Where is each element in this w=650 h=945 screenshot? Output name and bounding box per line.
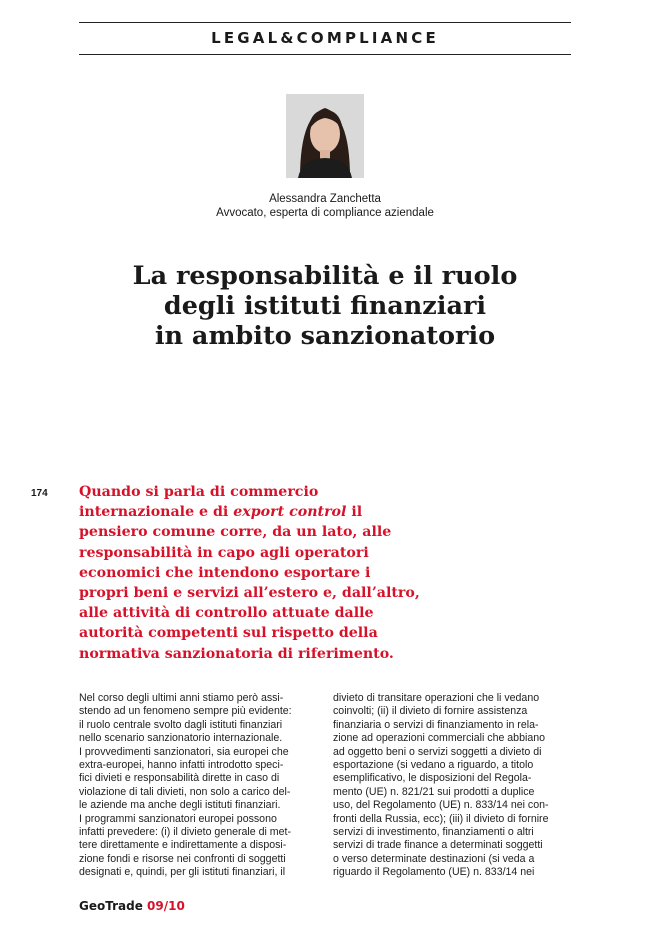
- body-line: Nel corso degli ultimi anni stiamo però assi-: [79, 692, 284, 704]
- lead-line: autorità competenti sul rispetto della: [79, 625, 378, 642]
- headline-line: La responsabilità e il ruolo: [132, 261, 518, 291]
- lead-line: responsabilità in capo agli operatori: [79, 544, 369, 561]
- body-line: divieto di transitare operazioni che li vedano: [333, 692, 540, 704]
- body-line: zione fondi e risorse nei confronti di soggetti: [79, 852, 286, 865]
- lead-text: il: [351, 504, 363, 521]
- lead-paragraph: [79, 482, 479, 664]
- body-line: mento (UE) n. 821/21 sui prodotti a duplice: [333, 785, 535, 798]
- body-line: esportazione (si vedano a riguardo, a titolo: [333, 759, 534, 772]
- body-line: esemplificativo, le disposizioni del Regola-: [333, 772, 532, 785]
- lead-line: alle attività di controllo attuate dalle: [79, 605, 374, 622]
- body-line: uso, del Regolamento (UE) n. 833/14 nei con-: [333, 799, 549, 812]
- body-line: fici divieti e responsabilità dirette in caso di: [79, 772, 280, 785]
- lead-line: pensiero comune corre, da un lato, alle: [79, 524, 392, 541]
- lead-line: [79, 502, 479, 522]
- author-portrait-icon: [286, 94, 364, 178]
- lead-line: normativa sanzionatoria di riferimento.: [79, 645, 394, 662]
- body-line: violazione di tali divieti, non solo a carico del-: [79, 785, 291, 798]
- body-column-left: [79, 692, 319, 880]
- body-line: finanziaria o servizi di finanziamento in rela-: [333, 718, 539, 731]
- lead-line: propri beni e servizi all’estero e, dall’altro,: [79, 585, 420, 602]
- body-line: o verso determinate destinazioni (si veda a: [333, 852, 535, 865]
- lead-emphasis: export control: [233, 504, 347, 521]
- body-line: I programmi sanzionatori europei possono: [79, 812, 277, 825]
- page-number: 174: [31, 488, 48, 499]
- body-line: servizi di investimento, finanziamenti o altri: [333, 826, 534, 839]
- magazine-brand: GeoTrade: [79, 899, 143, 913]
- section-title: LEGAL&COMPLIANCE: [211, 29, 439, 47]
- body-line: zione ad operazioni commerciali che abbiano: [333, 732, 545, 745]
- article-headline: [79, 261, 571, 351]
- body-column-right: [333, 692, 573, 880]
- body-line: ad oggetto beni o servizi soggetti a divieto di: [333, 745, 542, 758]
- body-line: nello scenario sanzionatorio internazionale.: [79, 732, 283, 745]
- body-line: designati e, quindi, per gli istituti finanziari, il: [79, 866, 286, 879]
- header-bottom-rule: [79, 54, 571, 55]
- body-line: servizi di trade finance a determinati soggetti: [333, 839, 543, 852]
- body-line: extra-europei, hanno infatti introdotto speci-: [79, 759, 284, 772]
- lead-line: economici che intendono esportare i: [79, 564, 371, 581]
- body-line: I provvedimenti sanzionatori, sia europei che: [79, 745, 289, 758]
- body-line: fronti della Russia, ecc); (iii) il divieto di fornire: [333, 812, 549, 825]
- body-line: riguardo il Regolamento (UE) n. 833/14 nei: [333, 866, 535, 879]
- lead-line: Quando si parla di commercio: [79, 484, 319, 500]
- lead-text: internazionale e di: [79, 504, 229, 521]
- author-photo: [286, 94, 364, 178]
- header-top-rule: [79, 22, 571, 23]
- body-line: infatti prevedere: (i) il divieto generale di met-: [79, 826, 291, 839]
- magazine-footer: [79, 899, 185, 913]
- body-line: tere direttamente e indirettamente a disposi-: [79, 839, 287, 852]
- headline-line: degli istituti finanziari: [163, 291, 487, 321]
- body-line: stendo ad un fenomeno sempre più evidente:: [79, 705, 292, 718]
- headline-line: in ambito sanzionatorio: [154, 321, 496, 351]
- body-line: coinvolti; (ii) il divieto di fornire assistenza: [333, 705, 528, 718]
- body-line: le aziende ma anche degli istituti finanziari.: [79, 799, 281, 812]
- issue-number: 09/10: [147, 899, 185, 913]
- author-name: Alessandra Zanchetta: [269, 193, 381, 205]
- body-line: il ruolo centrale svolto dagli istituti finanziari: [79, 718, 283, 731]
- author-role: Avvocato, esperta di compliance aziendale: [216, 207, 434, 219]
